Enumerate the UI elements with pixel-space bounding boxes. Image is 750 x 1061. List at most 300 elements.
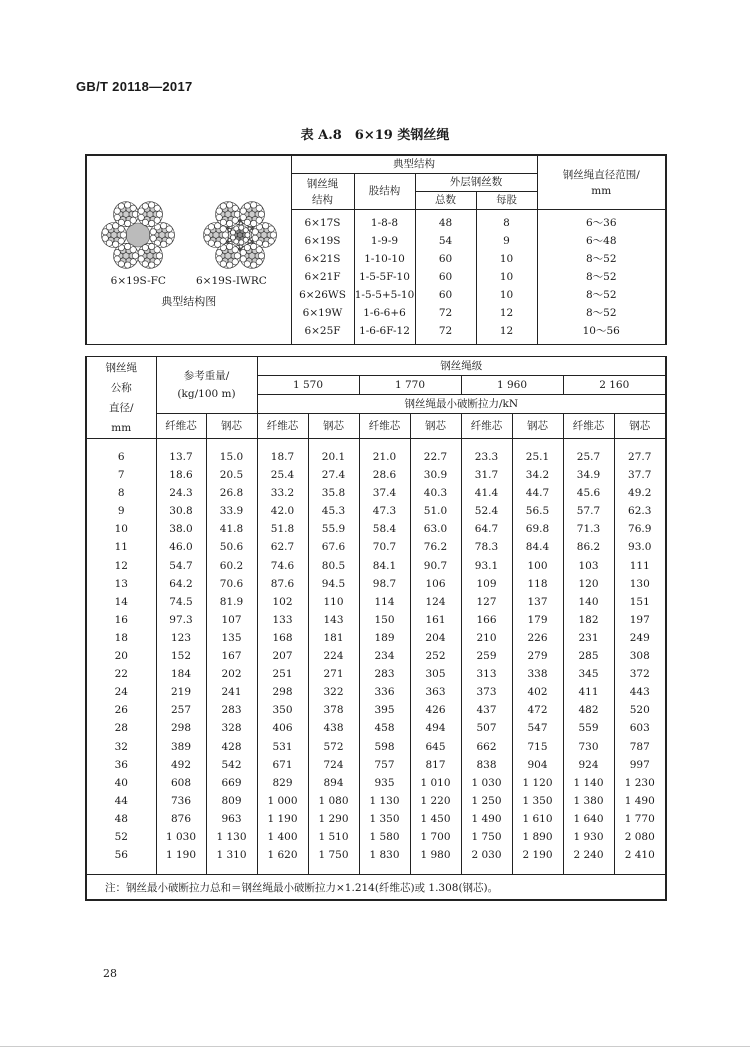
structure-cell: 1-6-6+6 <box>363 307 406 319</box>
value-cell: 1 620 <box>267 849 298 862</box>
value-cell: 161 <box>425 613 446 626</box>
diameter-value: 6 <box>117 451 125 463</box>
value-cell: 168 <box>272 631 293 644</box>
value-cell: 669 <box>221 776 242 789</box>
diameter-value: 7 <box>117 469 125 482</box>
value-cell: 1 130 <box>369 794 400 807</box>
ref-weight-header: 参考重量/ (kg/100 m) <box>156 357 257 414</box>
value-cell: 25.1 <box>525 451 550 463</box>
diameter-value: 8 <box>117 487 125 500</box>
value-cell: 373 <box>476 686 497 699</box>
value-cell: 2 190 <box>522 849 553 862</box>
structure-cell: 6×26WS <box>299 289 346 301</box>
value-cell: 559 <box>578 722 599 735</box>
value-cell: 80.5 <box>321 559 346 572</box>
value-cell: 20.5 <box>219 469 244 482</box>
value-cell: 52.4 <box>474 505 499 518</box>
value-cell: 118 <box>527 577 548 590</box>
standard-header: GB/T 20118—2017 <box>76 79 193 94</box>
value-cell: 18.7 <box>270 451 295 463</box>
diameter-value: 24 <box>114 686 128 699</box>
value-cell: 25.7 <box>576 451 601 463</box>
value-cell: 472 <box>527 704 548 717</box>
value-cell: 904 <box>527 758 548 771</box>
value-cell: 1 250 <box>471 794 502 807</box>
value-cell: 56.5 <box>525 505 550 518</box>
value-cell: 1 350 <box>369 812 400 825</box>
value-column <box>308 439 359 875</box>
value-cell: 204 <box>425 631 446 644</box>
value-cell: 137 <box>527 595 548 608</box>
value-cell: 84.4 <box>525 541 550 554</box>
value-column <box>410 439 461 875</box>
fiber-core-header: 纤维芯 <box>359 414 410 439</box>
value-column <box>257 439 308 875</box>
value-cell: 894 <box>323 776 344 789</box>
value-cell: 54.7 <box>169 559 193 572</box>
structure-cell: 8～52 <box>585 271 617 283</box>
value-cell: 93.0 <box>628 541 652 554</box>
steel-core-header: 钢芯 <box>206 414 257 439</box>
value-cell: 184 <box>170 668 192 681</box>
value-cell: 1 120 <box>522 776 553 789</box>
fiber-core-header: 纤维芯 <box>461 414 512 439</box>
value-cell: 67.6 <box>321 541 346 554</box>
value-cell: 60.2 <box>219 559 244 572</box>
structure-cell: 6～36 <box>585 217 617 229</box>
value-cell: 1 640 <box>573 812 604 825</box>
value-cell: 298 <box>170 722 192 735</box>
value-cell: 1 030 <box>471 776 502 789</box>
value-cell: 33.2 <box>270 487 295 500</box>
value-cell: 74.5 <box>169 595 193 608</box>
breaking-force-table <box>85 356 667 901</box>
value-cell: 350 <box>272 704 293 717</box>
value-cell: 963 <box>221 812 242 825</box>
diameter-value: 44 <box>114 794 128 807</box>
value-cell: 1 290 <box>318 812 349 825</box>
structure-cell: 8 <box>503 217 510 229</box>
value-cell: 1 610 <box>522 812 553 825</box>
value-cell: 93.1 <box>474 559 499 572</box>
value-cell: 924 <box>578 758 599 771</box>
value-cell: 22.7 <box>423 451 448 463</box>
diameter-value: 12 <box>114 559 128 572</box>
value-cell: 114 <box>374 595 395 608</box>
value-cell: 2 030 <box>471 849 502 862</box>
value-cell: 1 030 <box>165 830 197 843</box>
value-cell: 25.4 <box>270 469 295 482</box>
value-cell: 37.4 <box>372 487 397 500</box>
value-cell: 1 580 <box>369 830 400 843</box>
fiber-core-header: 纤维芯 <box>563 414 614 439</box>
diameter-value: 20 <box>114 650 128 663</box>
value-cell: 57.7 <box>576 505 601 518</box>
value-cell: 133 <box>272 613 293 626</box>
value-cell: 494 <box>425 722 446 735</box>
value-cell: 202 <box>221 668 242 681</box>
value-cell: 671 <box>272 758 293 771</box>
value-cell: 443 <box>629 686 650 699</box>
value-cell: 135 <box>221 631 242 644</box>
min-break-header: 钢丝绳最小破断拉力/kN <box>257 395 666 414</box>
value-cell: 458 <box>374 722 395 735</box>
structure-cell: 6×19W <box>302 307 343 319</box>
structure-cell: 72 <box>438 307 453 319</box>
structure-image-cell <box>86 155 291 345</box>
structure-cell: 1-10-10 <box>364 253 405 265</box>
value-cell: 1 350 <box>522 794 553 807</box>
value-cell: 41.4 <box>474 487 499 500</box>
value-cell: 37.7 <box>628 469 652 482</box>
value-cell: 283 <box>374 668 395 681</box>
rope-structure-header: 钢丝绳 结构 <box>291 174 354 210</box>
value-cell: 55.9 <box>321 523 346 536</box>
value-cell: 1 830 <box>369 849 400 862</box>
value-cell: 662 <box>476 740 497 753</box>
value-cell: 492 <box>170 758 192 771</box>
value-cell: 58.4 <box>372 523 397 536</box>
value-cell: 64.7 <box>474 523 499 536</box>
value-cell: 31.7 <box>474 469 499 482</box>
value-cell: 33.9 <box>219 505 244 518</box>
structure-cell: 54 <box>438 235 453 247</box>
strand-structure-header: 股结构 <box>354 174 415 210</box>
structure-cell: 1-5-5F-10 <box>359 271 410 283</box>
value-cell: 81.9 <box>219 595 244 608</box>
value-cell: 51.8 <box>270 523 295 536</box>
structure-table <box>85 154 667 345</box>
structure-cell: 60 <box>438 253 453 265</box>
value-cell: 51.0 <box>423 505 448 518</box>
value-cell: 313 <box>476 668 497 681</box>
value-cell: 189 <box>374 631 395 644</box>
structure-cell: 8～52 <box>585 289 617 301</box>
value-cell: 71.3 <box>576 523 601 536</box>
value-cell: 231 <box>578 631 599 644</box>
value-cell: 151 <box>629 595 650 608</box>
diameter-value: 14 <box>114 595 128 608</box>
value-cell: 1 510 <box>318 830 349 843</box>
diameter-value: 9 <box>117 505 125 518</box>
value-cell: 1 700 <box>420 830 451 843</box>
diameter-value: 32 <box>114 740 128 753</box>
value-cell: 997 <box>629 758 650 771</box>
value-cell: 179 <box>527 613 548 626</box>
value-cell: 259 <box>476 650 497 663</box>
structure-cell: 10 <box>499 253 514 265</box>
value-cell: 363 <box>425 686 446 699</box>
value-cell: 736 <box>170 794 192 807</box>
value-cell: 70.7 <box>372 541 397 554</box>
per-strand-list <box>477 214 537 340</box>
diameter-value: 11 <box>114 541 128 554</box>
diameter-value: 56 <box>114 849 128 862</box>
value-cell: 87.6 <box>270 577 295 590</box>
structure-cell: 6×25F <box>304 325 341 337</box>
diameter-value: 18 <box>114 631 128 644</box>
diameter-value: 48 <box>114 812 128 825</box>
value-cell: 603 <box>629 722 650 735</box>
value-cell: 69.8 <box>525 523 550 536</box>
steel-core-header: 钢芯 <box>410 414 461 439</box>
value-column <box>512 439 563 875</box>
fiber-core-header: 纤维芯 <box>156 414 206 439</box>
value-cell: 608 <box>170 776 192 789</box>
value-cell: 109 <box>476 577 497 590</box>
value-cell: 107 <box>221 613 242 626</box>
value-cell: 251 <box>272 668 293 681</box>
value-cell: 78.3 <box>474 541 499 554</box>
value-cell: 402 <box>527 686 548 699</box>
structure-cell: 6×17S <box>304 217 341 229</box>
table-title: 表 A.8 6×19 类钢丝绳 <box>300 128 450 143</box>
image-label-iwrc: 6×19S-IWRC <box>195 274 267 287</box>
value-cell: 1 310 <box>216 849 247 862</box>
structure-cell: 1-5-5+5-10 <box>354 289 415 301</box>
value-cell: 84.1 <box>372 559 397 572</box>
structure-cell: 8～52 <box>585 253 617 265</box>
value-cell: 98.7 <box>372 577 397 590</box>
structure-cell: 9 <box>503 235 510 247</box>
structure-cell: 60 <box>438 271 453 283</box>
value-cell: 305 <box>425 668 446 681</box>
value-cell: 406 <box>272 722 293 735</box>
total-list <box>416 214 476 340</box>
value-cell: 30.9 <box>423 469 448 482</box>
structure-cell: 72 <box>438 325 453 337</box>
value-cell: 572 <box>323 740 344 753</box>
value-cell: 520 <box>629 704 650 717</box>
value-cell: 35.8 <box>321 487 346 500</box>
value-cell: 15.0 <box>219 451 244 463</box>
value-cell: 45.3 <box>321 505 346 518</box>
value-cell: 150 <box>374 613 395 626</box>
value-cell: 40.3 <box>423 487 448 500</box>
value-cell: 30.8 <box>169 505 193 518</box>
value-cell: 70.6 <box>219 577 244 590</box>
value-cell: 49.2 <box>628 487 652 500</box>
diameter-column <box>86 439 156 875</box>
value-cell: 389 <box>170 740 192 753</box>
value-cell: 224 <box>323 650 344 663</box>
value-cell: 181 <box>323 631 344 644</box>
value-cell: 123 <box>170 631 192 644</box>
diameter-value: 28 <box>114 722 128 735</box>
value-cell: 1 980 <box>420 849 451 862</box>
value-column <box>206 439 257 875</box>
diameter-value: 13 <box>114 577 128 590</box>
value-cell: 1 230 <box>624 776 655 789</box>
value-cell: 41.8 <box>219 523 244 536</box>
steel-core-header: 钢芯 <box>614 414 666 439</box>
value-cell: 76.2 <box>423 541 448 554</box>
value-cell: 20.1 <box>321 451 346 463</box>
value-cell: 1 140 <box>573 776 604 789</box>
value-cell: 18.6 <box>169 469 193 482</box>
value-cell: 829 <box>272 776 293 789</box>
value-cell: 210 <box>476 631 497 644</box>
grade-2160: 2 160 <box>563 376 666 395</box>
value-cell: 378 <box>323 704 344 717</box>
value-cell: 219 <box>170 686 192 699</box>
nominal-diameter-header: 钢丝绳 公称 直径/ mm <box>86 357 156 439</box>
diameter-value: 52 <box>114 830 128 843</box>
value-column <box>156 439 206 875</box>
image-label-fc: 6×19S-FC <box>110 274 166 287</box>
value-cell: 74.6 <box>270 559 295 572</box>
structure-cell: 6×21F <box>304 271 341 283</box>
value-cell: 308 <box>629 650 650 663</box>
value-cell: 100 <box>527 559 548 572</box>
value-cell: 482 <box>578 704 599 717</box>
structure-cell: 10～56 <box>582 325 620 337</box>
value-cell: 817 <box>425 758 446 771</box>
structure-cell: 1-6-6F-12 <box>359 325 410 337</box>
outer-wires-header: 外层钢丝数 <box>415 174 537 192</box>
rope-fc-cross-section-icon <box>100 197 176 273</box>
value-column <box>614 439 666 875</box>
value-cell: 279 <box>527 650 548 663</box>
rope-iwrc-cross-section-icon <box>202 197 278 273</box>
value-cell: 547 <box>527 722 548 735</box>
value-cell: 38.0 <box>169 523 193 536</box>
grade-1570: 1 570 <box>257 376 359 395</box>
value-cell: 249 <box>629 631 650 644</box>
value-cell: 1 000 <box>267 794 298 807</box>
value-cell: 1 890 <box>522 830 553 843</box>
structure-cell: 1-8-8 <box>370 217 399 229</box>
structure-cell: 10 <box>499 271 514 283</box>
typical-structure-header: 典型结构 <box>291 155 537 174</box>
value-cell: 1 130 <box>216 830 247 843</box>
value-cell: 2 410 <box>624 849 655 862</box>
value-cell: 45.6 <box>576 487 601 500</box>
value-cell: 395 <box>374 704 395 717</box>
value-cell: 97.3 <box>169 613 193 626</box>
value-cell: 757 <box>374 758 395 771</box>
value-cell: 283 <box>221 704 242 717</box>
value-cell: 46.0 <box>169 541 193 554</box>
value-cell: 86.2 <box>576 541 601 554</box>
value-cell: 1 450 <box>420 812 451 825</box>
page-bottom-rule <box>0 1046 750 1047</box>
value-cell: 28.6 <box>372 469 397 482</box>
diameter-value: 40 <box>114 776 128 789</box>
value-cell: 645 <box>425 740 446 753</box>
structure-cell: 8～52 <box>585 307 617 319</box>
value-cell: 724 <box>323 758 344 771</box>
page-number: 28 <box>103 967 117 980</box>
value-column <box>563 439 614 875</box>
value-cell: 328 <box>221 722 242 735</box>
value-cell: 24.3 <box>169 487 193 500</box>
value-cell: 76.9 <box>628 523 652 536</box>
value-cell: 27.4 <box>321 469 346 482</box>
value-cell: 106 <box>425 577 446 590</box>
value-cell: 2 080 <box>624 830 655 843</box>
value-cell: 167 <box>221 650 242 663</box>
image-caption: 典型结构图 <box>161 294 217 308</box>
value-cell: 1 400 <box>267 830 298 843</box>
grade-header: 钢丝绳级 <box>257 357 666 376</box>
value-cell: 1 770 <box>624 812 655 825</box>
grade-1960: 1 960 <box>461 376 563 395</box>
steel-core-header: 钢芯 <box>308 414 359 439</box>
grade-1770: 1 770 <box>359 376 461 395</box>
value-cell: 34.9 <box>576 469 601 482</box>
value-cell: 1 380 <box>573 794 604 807</box>
diameter-range-header: 钢丝绳直径范围/ mm <box>537 155 666 210</box>
value-cell: 241 <box>221 686 242 699</box>
value-cell: 62.7 <box>270 541 295 554</box>
value-cell: 166 <box>476 613 497 626</box>
value-cell: 1 750 <box>318 849 349 862</box>
value-cell: 102 <box>272 595 293 608</box>
total-header: 总数 <box>415 192 476 210</box>
value-cell: 1 930 <box>573 830 604 843</box>
value-cell: 876 <box>170 812 192 825</box>
per-strand-header: 每股 <box>476 192 537 210</box>
value-cell: 34.2 <box>525 469 550 482</box>
value-cell: 182 <box>578 613 599 626</box>
diameter-value: 16 <box>114 613 128 626</box>
value-cell: 207 <box>272 650 293 663</box>
value-cell: 598 <box>374 740 395 753</box>
value-cell: 94.5 <box>321 577 346 590</box>
value-cell: 426 <box>425 704 446 717</box>
value-cell: 285 <box>578 650 599 663</box>
value-cell: 809 <box>221 794 242 807</box>
value-cell: 64.2 <box>169 577 193 590</box>
diameter-value: 36 <box>114 758 128 771</box>
value-cell: 111 <box>629 559 650 572</box>
value-column <box>461 439 512 875</box>
value-cell: 838 <box>476 758 497 771</box>
value-cell: 124 <box>425 595 446 608</box>
value-cell: 27.7 <box>628 451 652 463</box>
value-cell: 26.8 <box>219 487 244 500</box>
value-cell: 13.7 <box>169 451 193 463</box>
structure-cell: 10 <box>499 289 514 301</box>
structure-cell: 6～48 <box>585 235 617 247</box>
value-cell: 234 <box>374 650 395 663</box>
table-note: 注：钢丝最小破断拉力总和＝钢丝绳最小破断拉力×1.214(纤维芯)或 1.308(钢芯)。 <box>86 875 666 901</box>
value-cell: 322 <box>323 686 344 699</box>
rope-structure-list <box>292 214 354 340</box>
value-cell: 2 240 <box>573 849 604 862</box>
diameter-range-list <box>538 214 666 340</box>
value-cell: 130 <box>629 577 650 590</box>
value-cell: 428 <box>221 740 242 753</box>
structure-cell: 48 <box>438 217 453 229</box>
value-cell: 23.3 <box>474 451 499 463</box>
value-cell: 715 <box>527 740 548 753</box>
value-cell: 63.0 <box>423 523 448 536</box>
value-cell: 1 220 <box>420 794 451 807</box>
value-cell: 47.3 <box>372 505 397 518</box>
value-cell: 42.0 <box>270 505 295 518</box>
value-cell: 336 <box>374 686 395 699</box>
value-cell: 1 190 <box>165 849 197 862</box>
value-cell: 50.6 <box>219 541 244 554</box>
value-cell: 1 010 <box>420 776 451 789</box>
value-cell: 1 750 <box>471 830 502 843</box>
value-cell: 298 <box>272 686 293 699</box>
value-cell: 21.0 <box>372 451 397 463</box>
strand-structure-list <box>355 214 415 340</box>
value-cell: 140 <box>578 595 599 608</box>
